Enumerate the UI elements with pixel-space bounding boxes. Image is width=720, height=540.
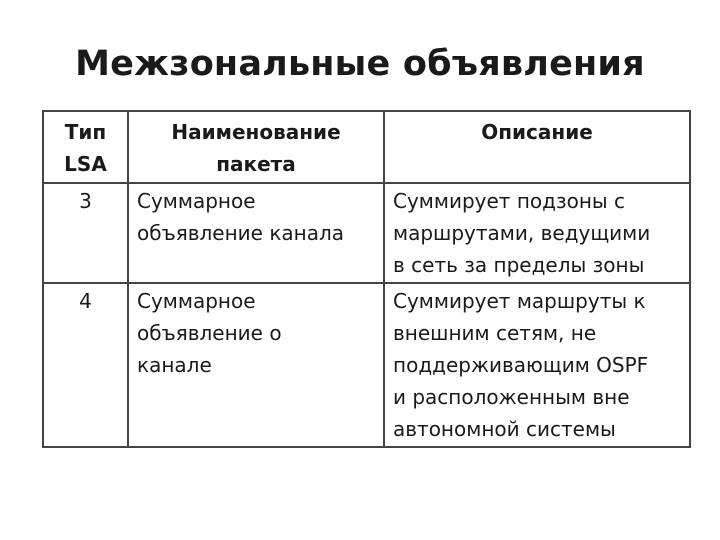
packet-name-cell: Суммарное объявление о канале [128,283,384,447]
lsa-type-cell: 4 [43,283,128,447]
table-header-row [43,111,690,183]
packet-name-cell: Суммарное объявление канала [128,183,384,283]
column-header-type [43,111,128,183]
column-header-name-label: Наименование пакета [171,120,341,176]
table-row [43,283,690,447]
description-cell: Суммирует маршруты к внешним сетям, не поддерживающим OSPF и расположенным вне автономной системы [384,283,690,447]
column-header-name [128,111,384,183]
column-header-description [384,111,690,183]
lsa-table [42,110,691,448]
page-title: Межзональные объявления [75,44,645,84]
description-cell: Суммирует подзоны с маршрутами, ведущими в сеть за пределы зоны [384,183,690,283]
table-row [43,183,690,283]
column-header-description-label: Описание [481,120,593,144]
column-header-type-label: Тип LSA [64,120,107,176]
lsa-type-cell: 3 [43,183,128,283]
